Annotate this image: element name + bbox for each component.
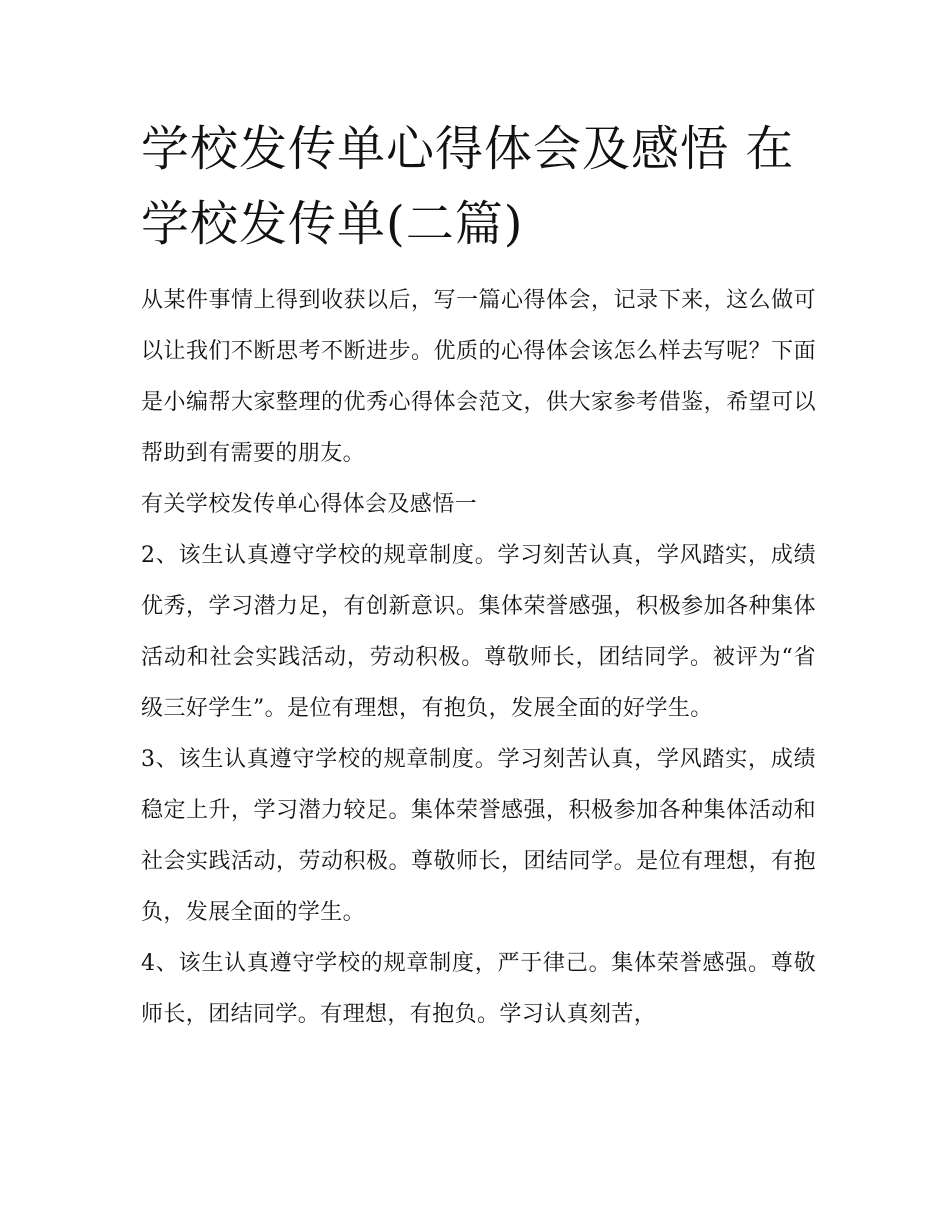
body-paragraph: 4、该生认真遵守学校的规章制度，严于律己。集体荣誉感强。尊敬师长，团结同学。有理想，有抱负。学习认真刻苦， (141, 951, 816, 1027)
intro-paragraph: 从某件事情上得到收获以后，写一篇心得体会，记录下来，这么做可以让我们不断思考不断进步。优质的心得体会该怎么样去写呢？下面是小编帮大家整理的优秀心得体会范文，供大家参考借鉴，希望可以帮助到有需要的朋友。 (141, 288, 816, 466)
document-page (141, 112, 816, 1040)
body-paragraph: 3、该生认真遵守学校的规章制度。学习刻苦认真，学风踏实，成绩稳定上升，学习潜力较足。集体荣誉感强，积极参加各种集体活动和社会实践活动，劳动积极。尊敬师长，团结同学。是位有理想，有抱负，发展全面的学生。 (141, 747, 816, 925)
section-heading: 有关学校发传单心得体会及感悟一 (141, 492, 478, 517)
body-paragraph: 2、该生认真遵守学校的规章制度。学习刻苦认真，学风踏实，成绩优秀，学习潜力足，有创新意识。集体荣誉感强，积极参加各种集体活动和社会实践活动，劳动积极。尊敬师长，团结同学。被评为“省级三好学生”。是位有理想，有抱负，发展全面的好学生。 (141, 543, 816, 721)
document-title: 学校发传单心得体会及感悟 在学校发传单(二篇) (141, 121, 795, 252)
